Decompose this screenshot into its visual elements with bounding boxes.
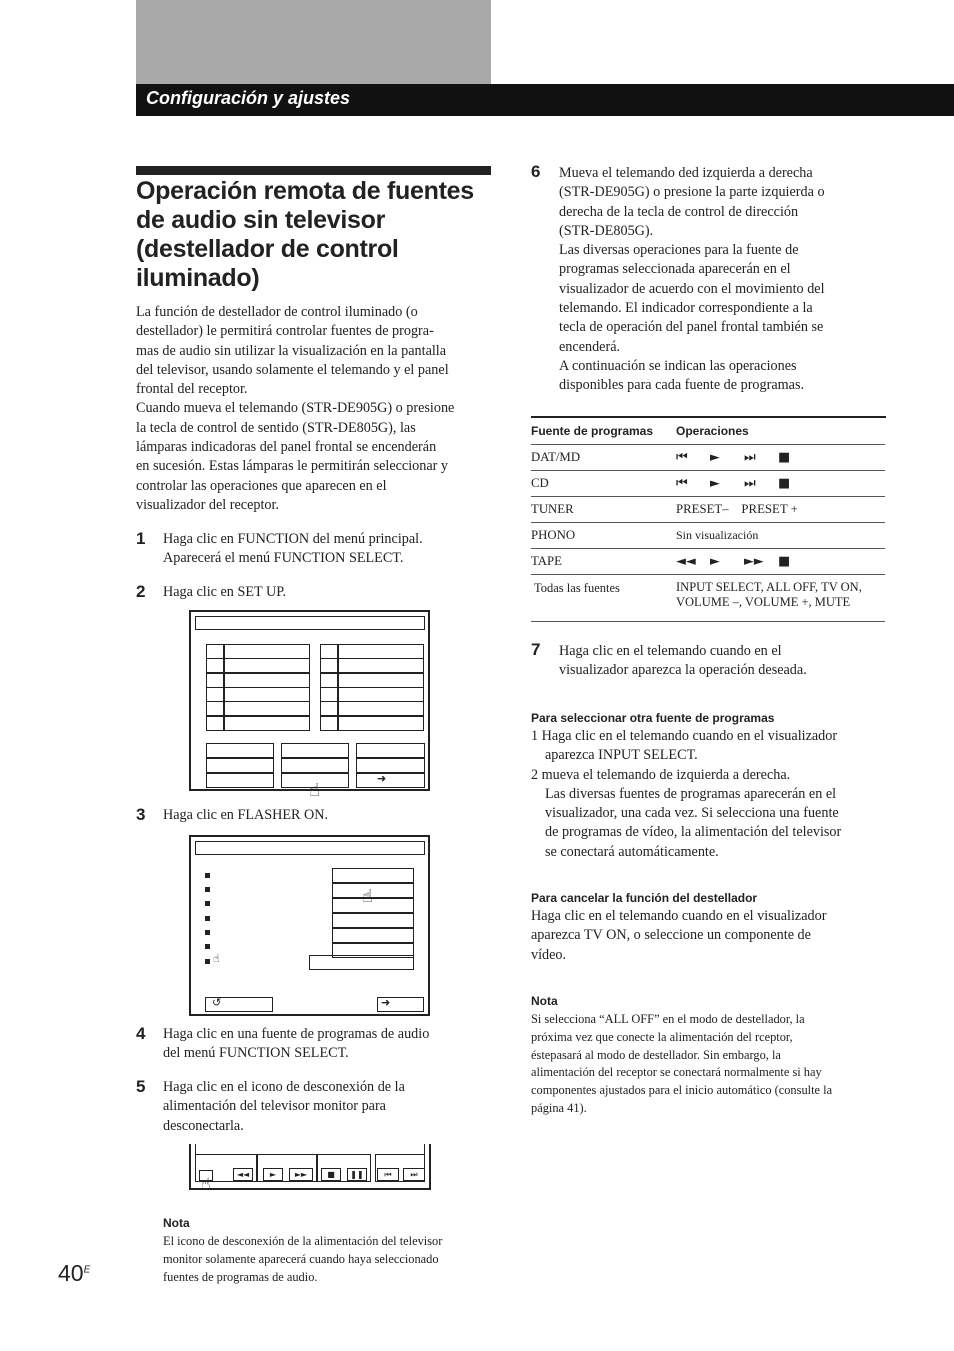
cancel-line: Haga clic en el telemando cuando en el visualizador (531, 908, 827, 924)
option-button[interactable] (332, 928, 414, 943)
step-3-text (163, 806, 328, 825)
ops-cell (676, 549, 885, 575)
stop-icon: ■ (778, 476, 791, 491)
note-line: fuentes de programas de audio. (163, 1269, 318, 1284)
ops-cell: PRESET– PRESET + (676, 497, 885, 523)
setup-screen (189, 835, 430, 1016)
step-line: visualizador de acuerdo con el movimiento del (559, 280, 825, 297)
pointing-hand-icon: ☝ (201, 1174, 211, 1193)
step-line: visualizador aparezca la operación deseada. (559, 662, 807, 679)
cancel-line: vídeo. (531, 946, 567, 963)
function-item[interactable] (338, 658, 424, 673)
cancel-heading: Para cancelar la función del destellador (531, 891, 758, 905)
source-cell: Todas las fuentes (531, 575, 676, 622)
menu-button[interactable] (356, 758, 425, 773)
intro-line: visualizador del receptor. (136, 496, 279, 513)
function-item[interactable] (338, 701, 424, 716)
column-header: Fuente de programas (531, 418, 676, 445)
ops-cell (676, 575, 885, 622)
step-line: Las diversas operaciones para la fuente de (559, 242, 799, 259)
intro-line: controlar las operaciones que aparecen en el (136, 477, 387, 494)
table-row (531, 471, 885, 497)
exit-button[interactable] (377, 997, 424, 1012)
step-1-number: 1 (136, 529, 146, 548)
function-item[interactable] (224, 687, 310, 702)
note-line: alimentación del receptor se conectará normalmente si hay (531, 1065, 822, 1080)
step-5-text (163, 1078, 405, 1136)
note-line: página 41). (531, 1100, 587, 1115)
cancel-line: aparezca TV ON, o seleccione un componente de (531, 927, 811, 944)
option-button[interactable] (309, 955, 414, 970)
step-line: Haga clic en el icono de desconexión de la (163, 1079, 405, 1095)
play-icon: ► (710, 476, 720, 491)
rewind-button[interactable]: ◄◄ (233, 1168, 253, 1181)
bullet (205, 887, 210, 892)
bullet (205, 944, 210, 949)
intro-line: Cuando mueva el telemando (STR-DE905G) o presione (136, 400, 455, 417)
list-index-cell (206, 716, 224, 731)
play-icon: ► (710, 450, 720, 465)
title-line: (destellador de control (136, 235, 399, 263)
function-item[interactable] (338, 687, 424, 702)
operations-table (531, 416, 886, 622)
step-line: derecha de la tecla de control de dirección (559, 203, 799, 220)
note-line: éstepasará al modo de destellador. Sin embargo, la (531, 1047, 781, 1062)
bullet (205, 901, 210, 906)
list-line: 2 mueva el telemando de izquierda a derecha. (531, 766, 791, 783)
step-line: Haga clic en SET UP. (163, 584, 287, 600)
table-row (531, 445, 885, 471)
pointing-hand-icon: ☝ (362, 886, 373, 907)
fast-forward-icon: ►► (744, 554, 764, 569)
list-line: Las diversas fuentes de programas aparecerán en el (545, 785, 837, 802)
menu-button[interactable] (206, 758, 274, 773)
step-line: desconectarla. (163, 1117, 244, 1134)
screen-title-bar (195, 841, 425, 855)
exit-arrow-icon: ➜ (377, 773, 387, 785)
table-row (531, 549, 885, 575)
list-line: 1 Haga clic en el telemando cuando en el visualizador (531, 728, 838, 744)
option-button[interactable] (332, 898, 414, 913)
list-index-cell (206, 658, 224, 673)
step-line: Aparecerá el menú FUNCTION SELECT. (163, 550, 404, 567)
function-select-screen (189, 610, 430, 801)
list-index-cell (320, 673, 338, 688)
cancel-body (531, 907, 826, 965)
list-index-cell (320, 644, 338, 659)
other-source-list (531, 727, 901, 862)
menu-button[interactable] (206, 743, 274, 758)
step-3-number: 3 (136, 805, 146, 824)
page-title (136, 177, 496, 293)
step-line: encenderá. (559, 338, 621, 355)
bullet (205, 916, 210, 921)
previous-button[interactable]: ⏮ (377, 1168, 399, 1181)
note-heading: Nota (531, 994, 558, 1008)
intro-line: La función de destellador de control iluminado (o (136, 304, 418, 320)
intro-paragraph (136, 303, 496, 515)
step-line: (STR-DE905G) o presione la parte izquierda o (559, 184, 825, 201)
previous-icon: ⏮ (676, 476, 688, 491)
step-4-text (163, 1025, 429, 1064)
function-item[interactable] (224, 644, 310, 659)
function-item[interactable] (224, 658, 310, 673)
list-index-cell (206, 687, 224, 702)
note-body (531, 1011, 832, 1118)
note-line: monitor solamente aparecerá cuando haya seleccionado (163, 1251, 439, 1266)
note-line: Si selecciona “ALL OFF” en el modo de destellador, la (531, 1012, 805, 1026)
step-6-text (559, 164, 825, 396)
screen-frame (195, 1144, 425, 1154)
list-index-cell (206, 644, 224, 659)
page-number-suffix: E (83, 1264, 91, 1276)
bullet (205, 959, 210, 964)
note-body (163, 1233, 442, 1286)
function-item[interactable] (338, 673, 424, 688)
step-4-number: 4 (136, 1024, 146, 1043)
intro-line: del televisor, usando solamente el telemando y el panel (136, 361, 449, 378)
title-line: de audio sin televisor (136, 206, 386, 234)
next-icon: ⏭ (744, 450, 756, 465)
ops-cell (676, 471, 885, 497)
table-row (531, 575, 885, 622)
return-button[interactable] (205, 997, 273, 1012)
table-row (531, 497, 885, 523)
ops-line: VOLUME –, VOLUME +, MUTE (676, 595, 851, 609)
list-index-cell (320, 658, 338, 673)
source-cell: PHONO (531, 523, 676, 549)
bullet (205, 930, 210, 935)
step-5-number: 5 (136, 1077, 146, 1096)
step-7-number: 7 (531, 640, 541, 659)
step-line: (STR-DE805G). (559, 222, 654, 239)
header-grey-tab (136, 0, 491, 84)
list-index-cell (206, 701, 224, 716)
stop-icon: ■ (778, 450, 791, 465)
play-icon: ► (710, 554, 720, 569)
step-line: Haga clic en una fuente de programas de audio (163, 1026, 430, 1042)
intro-line: destellador) le permitirá controlar fuentes de progra- (136, 323, 434, 340)
title-line: Operación remota de fuentes (136, 177, 474, 205)
step-line: disponibles para cada fuente de programas. (559, 377, 805, 394)
ops-line: INPUT SELECT, ALL OFF, TV ON, (676, 580, 862, 594)
ops-cell: Sin visualización (676, 523, 885, 549)
function-item[interactable] (338, 716, 424, 731)
bullet (205, 873, 210, 878)
other-source-heading: Para seleccionar otra fuente de programas (531, 711, 775, 725)
function-item[interactable] (224, 701, 310, 716)
column-header: Operaciones (676, 418, 885, 445)
step-6-number: 6 (531, 162, 541, 181)
step-1-text (163, 530, 423, 569)
list-index-cell (320, 716, 338, 731)
step-line: A continuación se indican las operaciones (559, 357, 797, 374)
step-line: del menú FUNCTION SELECT. (163, 1045, 349, 1062)
intro-line: frontal del receptor. (136, 381, 248, 398)
note-line: próxima vez que conecte la alimentación del rceptor, (531, 1029, 793, 1044)
note-line: componentes ajustados para el inicio automático (consulte la (531, 1083, 833, 1098)
step-7-text (559, 642, 807, 681)
list-line: aparezca INPUT SELECT. (545, 747, 698, 764)
menu-button[interactable] (206, 773, 274, 788)
previous-icon: ⏮ (676, 450, 688, 465)
fast-forward-button[interactable]: ►► (289, 1168, 313, 1181)
list-line: se conectará automáticamente. (545, 843, 719, 860)
play-button[interactable]: ► (263, 1168, 283, 1181)
table-row (531, 523, 885, 549)
stop-button[interactable]: ■ (321, 1168, 341, 1181)
section-title: Configuración y ajustes (146, 88, 351, 108)
stop-icon: ■ (778, 554, 791, 569)
step-line: Mueva el telemando ded izquierda a derecha (559, 165, 813, 181)
exit-button[interactable] (356, 773, 425, 788)
step-line: Haga clic en FLASHER ON. (163, 807, 329, 823)
exit-arrow-icon: ➜ (381, 997, 391, 1009)
menu-button[interactable] (356, 743, 425, 758)
intro-line: en sucesión. Estas lámparas le permitirán seleccionar y (136, 458, 449, 475)
source-cell: TUNER (531, 497, 676, 523)
intro-line: la tecla de control de sentido (STR-DE805G), las (136, 419, 416, 436)
option-button[interactable] (332, 913, 414, 928)
list-line: visualizador, una cada vez. Si selecciona una fuente (545, 805, 839, 822)
page-number (58, 1260, 90, 1287)
next-icon: ⏭ (744, 476, 756, 491)
pointing-hand-icon: ☝ (309, 780, 320, 801)
step-2-text (163, 583, 286, 602)
intro-line: mas de audio sin utilizar la visualización en la pantalla (136, 342, 447, 359)
title-rule (136, 166, 491, 175)
step-line: programas seleccionada aparecerán en el (559, 261, 791, 278)
step-line: telemando. El indicador correspondiente a la (559, 300, 813, 317)
section-header-bar (136, 84, 954, 116)
option-button[interactable] (332, 868, 414, 883)
note-heading: Nota (163, 1216, 190, 1230)
source-cell: DAT/MD (531, 445, 676, 471)
function-item[interactable] (224, 716, 310, 731)
title-line: iluminado) (136, 264, 260, 292)
table-header-row (531, 418, 885, 445)
page-number-value: 40 (58, 1260, 84, 1286)
control-bar-screen (189, 1144, 431, 1193)
return-icon: ↺ (212, 996, 222, 1009)
step-line: Haga clic en FUNCTION del menú principal. (163, 531, 423, 547)
note-line: El icono de desconexión de la alimentación del televisor (163, 1234, 443, 1248)
flasher-on-button[interactable] (332, 883, 414, 898)
pointer-icon: ☝ (213, 952, 220, 965)
list-index-cell (320, 701, 338, 716)
list-index-cell (206, 673, 224, 688)
function-item[interactable] (338, 644, 424, 659)
list-line: de programas de vídeo, la alimentación del televisor (545, 824, 842, 841)
step-line: tecla de operación del panel frontal también se (559, 319, 824, 336)
intro-line: lámparas indicadoras del panel frontal se encenderán (136, 439, 437, 456)
menu-button[interactable] (281, 758, 349, 773)
step-line: alimentación del televisor monitor para (163, 1098, 386, 1115)
rewind-icon: ◄◄ (676, 554, 696, 569)
ops-cell (676, 445, 885, 471)
function-item[interactable] (224, 673, 310, 688)
source-cell: TAPE (531, 549, 676, 575)
next-button[interactable]: ⏭ (403, 1168, 425, 1181)
menu-button[interactable] (281, 743, 349, 758)
screen-title-bar (195, 616, 425, 630)
source-cell: CD (531, 471, 676, 497)
step-2-number: 2 (136, 582, 146, 601)
pause-button[interactable]: ❚❚ (347, 1168, 367, 1181)
list-index-cell (320, 687, 338, 702)
step-line: Haga clic en el telemando cuando en el (559, 643, 782, 659)
